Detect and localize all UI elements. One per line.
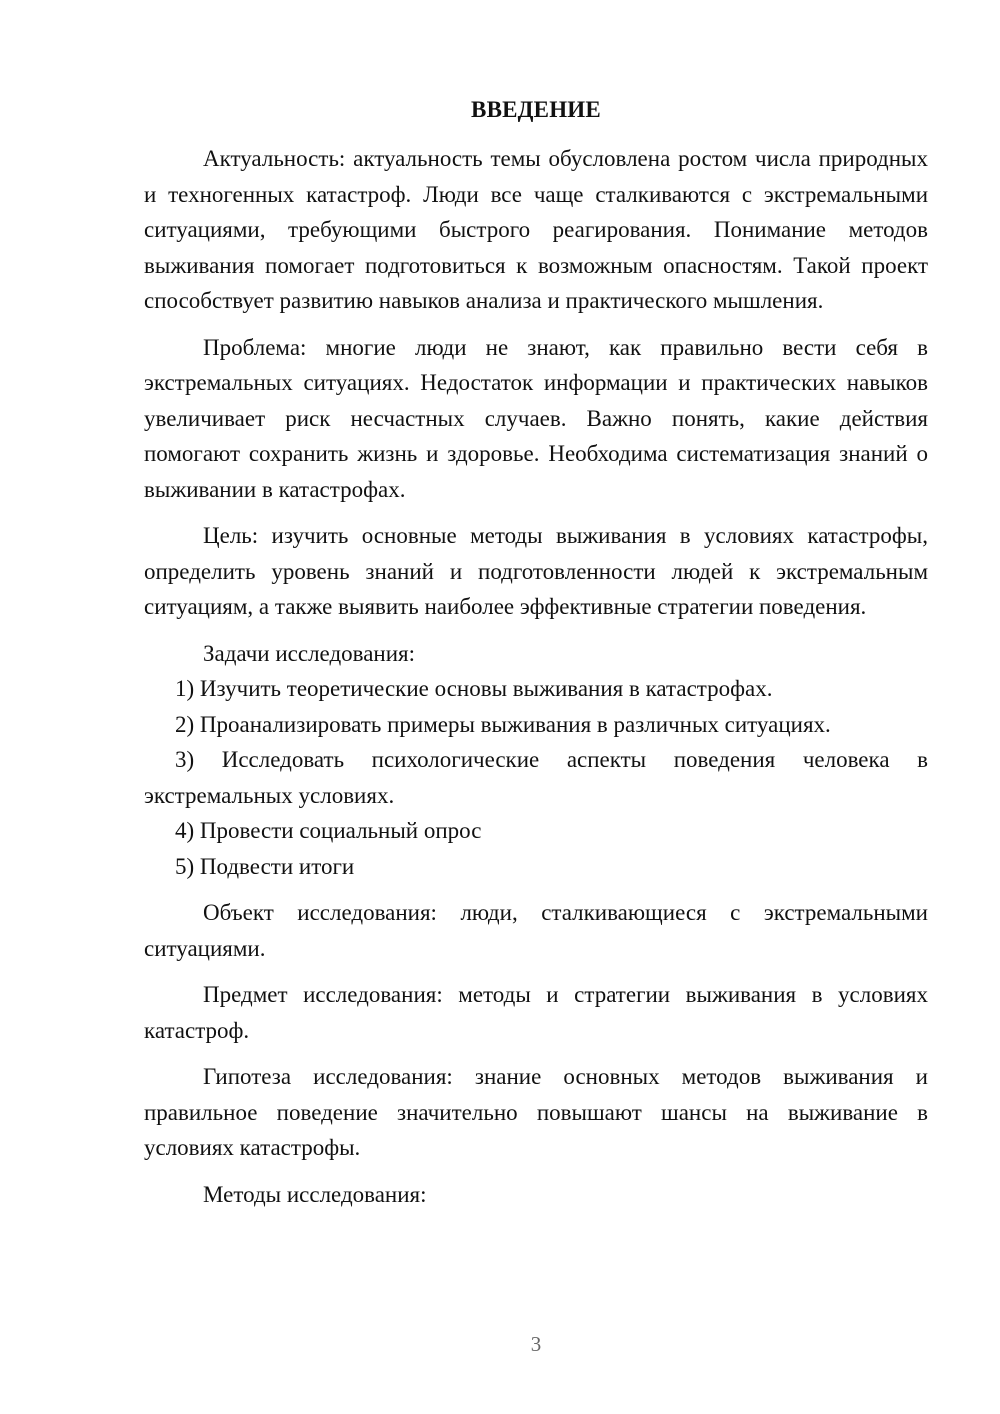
- goal-paragraph: Цель: изучить основные методы выживания в условиях катастрофы, определить уровень знаний и подготовленности людей к экстремальным ситуациям, а также выявить наиболее эффективные стратегии поведения.: [144, 523, 928, 619]
- problem-paragraph: Проблема: многие люди не знают, как правильно вести себя в экстремальных ситуациях. Недостаток информации и практических навыков увеличивает риск несчастных случаев. Важно понять, какие действия помогают сохранить жизнь и здоровье. Необходима систематизация знаний о выживании в катастрофах.: [144, 334, 928, 502]
- task-item-2: 2) Проанализировать примеры выживания в различных ситуациях.: [175, 711, 831, 737]
- object-paragraph: Объект исследования: люди, сталкивающиеся с экстремальными ситуациями.: [144, 900, 928, 961]
- task-item-1: 1) Изучить теоретические основы выживания в катастрофах.: [175, 676, 773, 701]
- subject-paragraph: Предмет исследования: методы и стратегии выживания в условиях катастроф.: [144, 982, 928, 1043]
- tasks-heading: Задачи исследования:: [203, 640, 416, 666]
- section-heading: ВВЕДЕНИЕ: [471, 97, 601, 122]
- task-item-5: 5) Подвести итоги: [175, 853, 355, 879]
- relevance-paragraph: Актуальность: актуальность темы обусловлена ростом числа природных и техногенных катастроф. Люди все чаще сталкиваются с экстремальными ситуациями, требующими быстрого реагирования. Понимание методов выживания помогает подготовиться к возможным опасностям. Такой проект способствует развитию навыков анализа и практического мышления.: [144, 146, 928, 313]
- task-item-3: 3) Исследовать психологические аспекты поведения человека в экстремальных условиях.: [144, 747, 928, 808]
- task-item-4: 4) Провести социальный опрос: [175, 818, 482, 843]
- methods-heading: Методы исследования:: [203, 1181, 427, 1207]
- page-number: 3: [530, 1332, 542, 1356]
- hypothesis-paragraph: Гипотеза исследования: знание основных методов выживания и правильное поведение значительно повышают шансы на выживание в условиях катастрофы.: [144, 1064, 928, 1160]
- page-content: [144, 90, 928, 1212]
